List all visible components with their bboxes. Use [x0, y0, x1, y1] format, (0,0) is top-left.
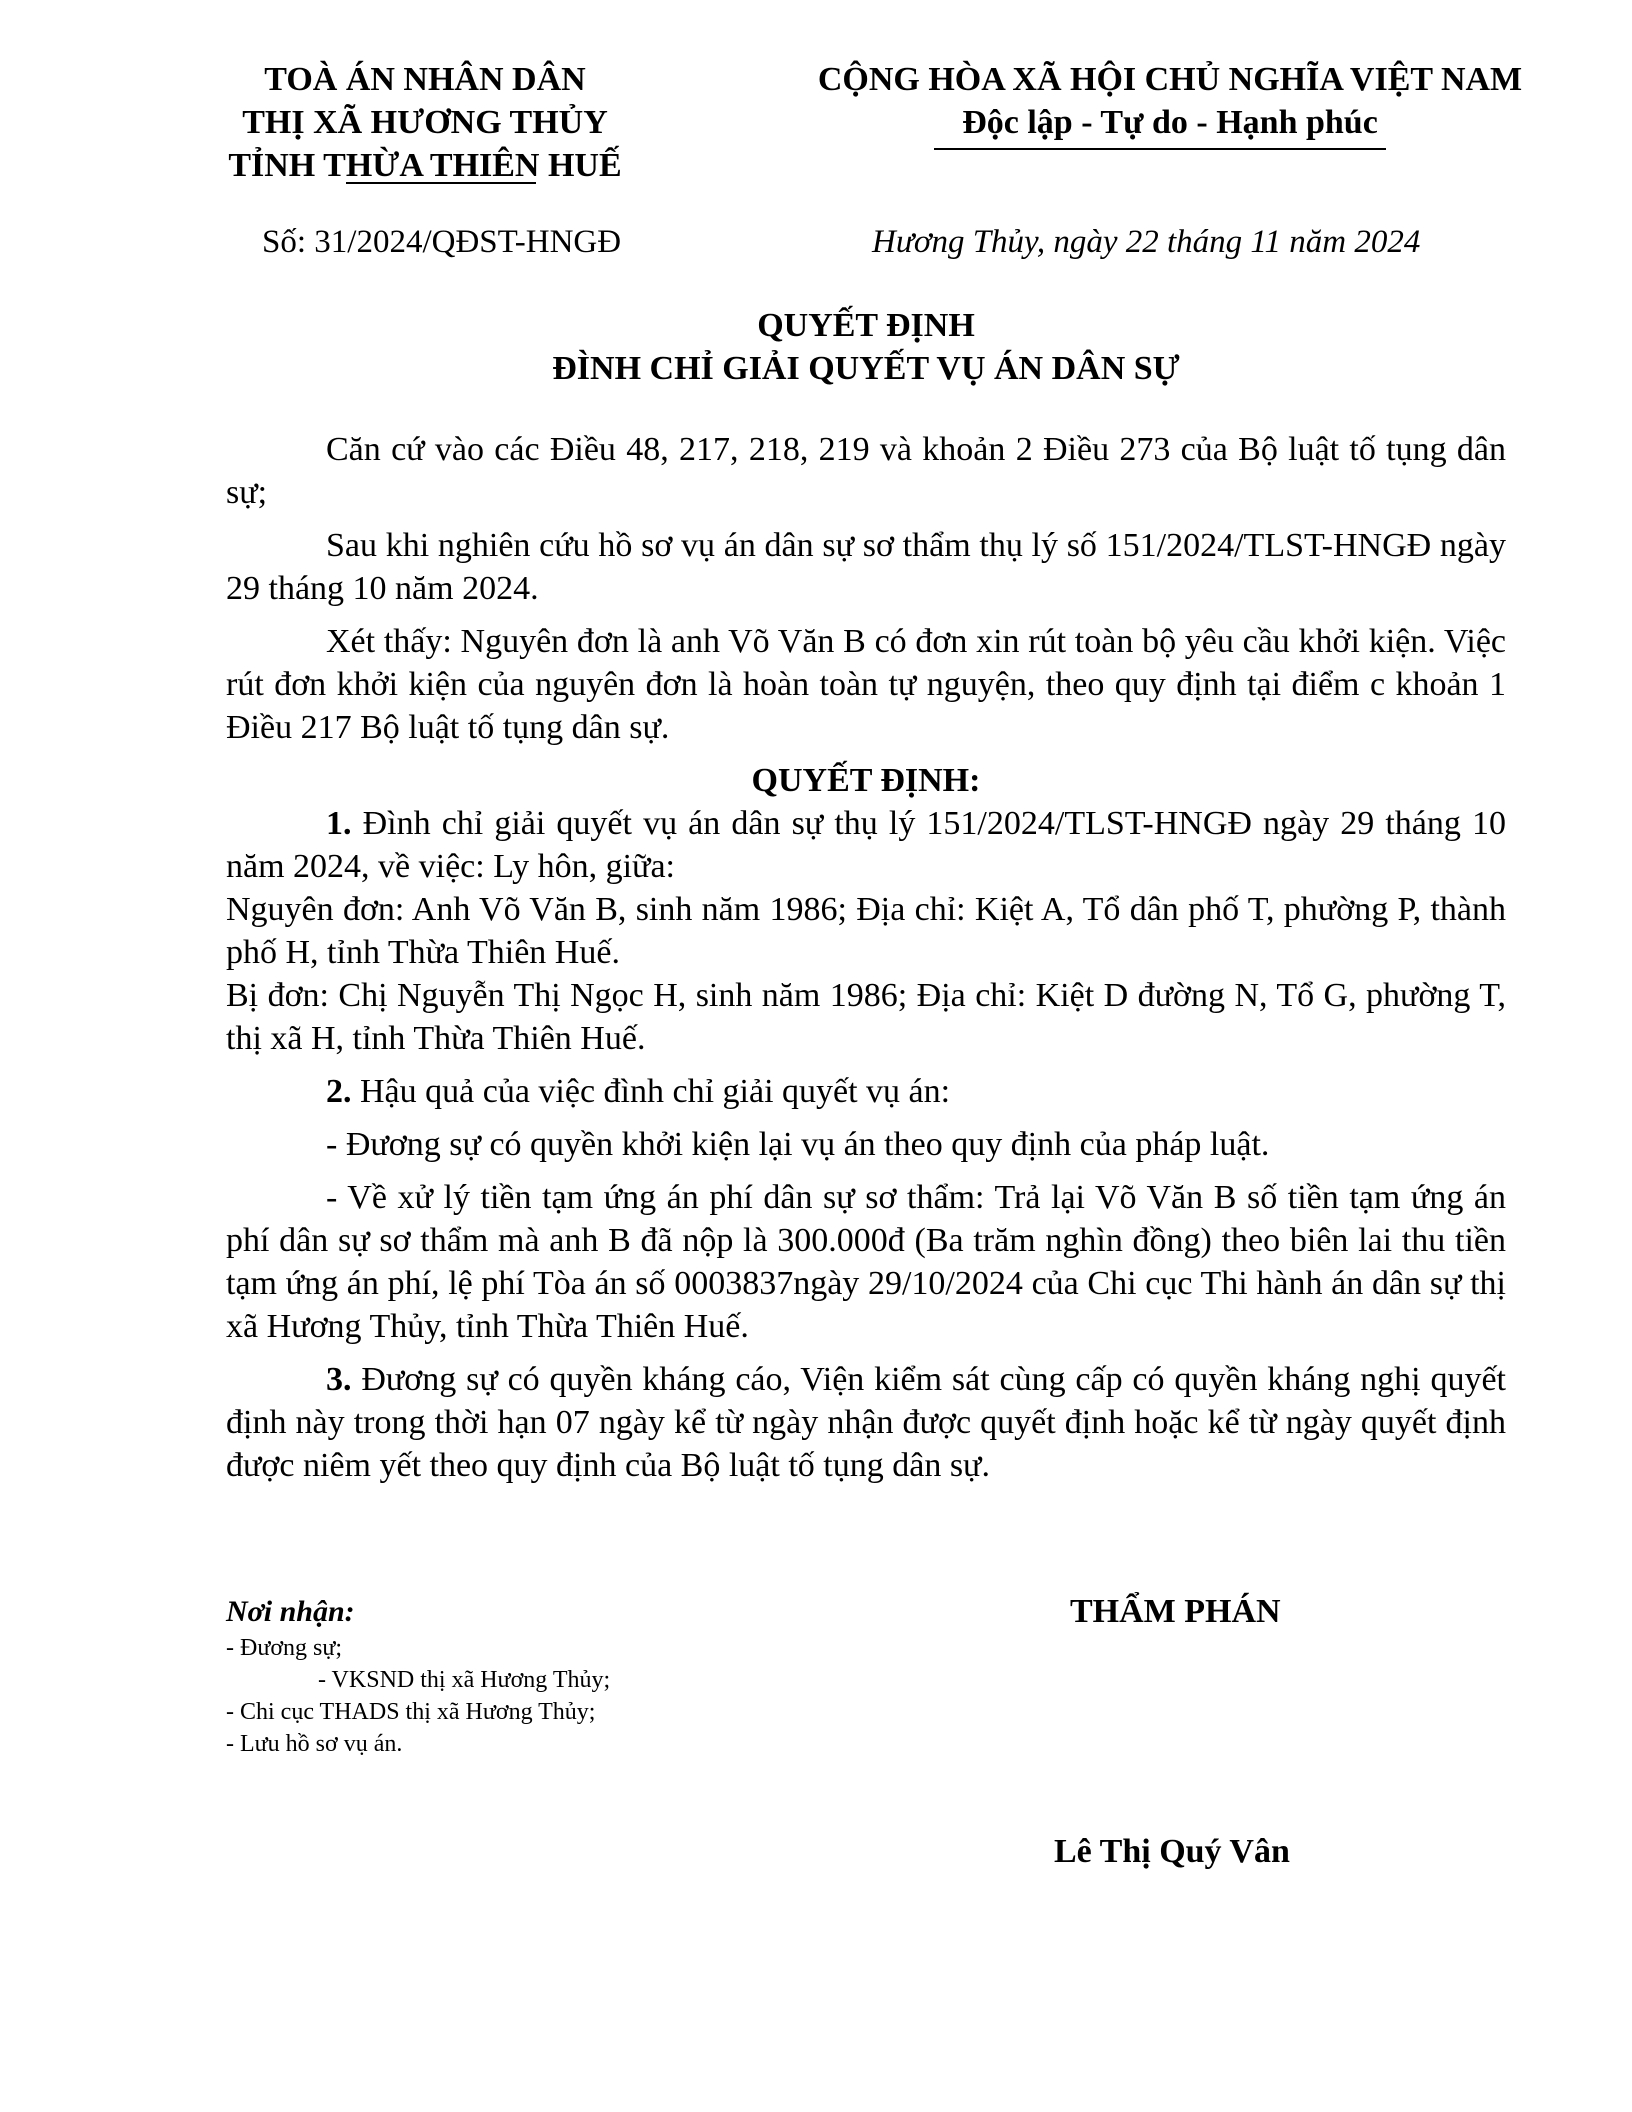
item-2-text: Hậu quả của việc đình chỉ giải quyết vụ án:	[351, 1073, 951, 1110]
judge-name: Lê Thị Quý Vân	[1054, 1833, 1290, 1870]
decision-item-1	[226, 802, 1506, 888]
consequence-fee-refund: - Về xử lý tiền tạm ứng án phí dân sự sơ thẩm: Trả lại Võ Văn B số tiền tạm ứng án phí dân sự sơ thẩm mà anh B đã nộp là 300.000đ (Ba trăm nghìn đồng) theo biên lai thu tiền tạm ứng án phí, lệ phí Tòa án số 0003837ngày 29/10/2024 của Chi cục Thi hành án dân sự thị xã Hương Thủy, tỉnh Thừa Thiên Huế.	[226, 1179, 1506, 1345]
national-name: CỘNG HÒA XÃ HỘI CHỦ NGHĨA VIỆT NAM	[817, 61, 1523, 98]
recipients-block	[226, 1592, 786, 1760]
recipient-item: - Lưu hồ sơ vụ án.	[226, 1731, 403, 1757]
item-3-number: 3.	[326, 1361, 352, 1398]
defendant-info: Bị đơn: Chị Nguyễn Thị Ngọc H, sinh năm 1986; Địa chỉ: Kiệt D đường N, Tổ G, phường T, thị xã H, tỉnh Thừa Thiên Huế.	[226, 977, 1506, 1057]
consequence-refile: - Đương sự có quyền khởi kiện lại vụ án theo quy định của pháp luật.	[326, 1126, 1270, 1163]
document-body	[226, 428, 1506, 1487]
national-motto-underline	[934, 148, 1386, 150]
judge-title: THẨM PHÁN	[1070, 1593, 1281, 1630]
paragraph-case-review: Sau khi nghiên cứu hồ sơ vụ án dân sự sơ thẩm thụ lý số 151/2024/TLST-HNGĐ ngày 29 tháng 10 năm 2024.	[226, 527, 1506, 607]
document-number: Số: 31/2024/QĐST-HNGĐ	[262, 224, 622, 260]
paragraph-finding: Xét thấy: Nguyên đơn là anh Võ Văn B có đơn xin rút toàn bộ yêu cầu khởi kiện. Việc rút đơn khởi kiện của nguyên đơn là hoàn toàn tự nguyện, theo quy định tại điểm c khoản 1 Điều 217 Bộ luật tố tụng dân sự.	[226, 623, 1506, 746]
court-district: THỊ XÃ HƯƠNG THỦY	[242, 104, 608, 141]
plaintiff-info: Nguyên đơn: Anh Võ Văn B, sinh năm 1986; Địa chỉ: Kiệt A, Tổ dân phố T, phường P, thành phố H, tỉnh Thừa Thiên Huế.	[226, 891, 1506, 971]
national-header	[780, 58, 1560, 144]
recipients-label: Nơi nhận:	[226, 1595, 355, 1628]
national-motto: Độc lập - Tự do - Hạnh phúc	[962, 104, 1378, 141]
decision-item-3	[226, 1358, 1506, 1487]
court-header	[190, 58, 660, 187]
item-2-number: 2.	[326, 1073, 352, 1110]
decision-heading: QUYẾT ĐỊNH:	[751, 762, 981, 799]
document-title	[226, 304, 1506, 390]
court-province: TỈNH THỪA THIÊN HUẾ	[228, 147, 622, 184]
title-line-2: ĐÌNH CHỈ GIẢI QUYẾT VỤ ÁN DÂN SỰ	[552, 350, 1180, 387]
recipient-item: - VKSND thị xã Hương Thủy;	[318, 1667, 611, 1693]
place-date: Hương Thủy, ngày 22 tháng 11 năm 2024	[872, 224, 1421, 260]
title-line-1: QUYẾT ĐỊNH	[757, 307, 975, 344]
recipient-item: - Chi cục THADS thị xã Hương Thủy;	[226, 1699, 596, 1725]
recipient-item: - Đương sự;	[226, 1635, 343, 1661]
paragraph-legal-basis: Căn cứ vào các Điều 48, 217, 218, 219 và khoản 2 Điều 273 của Bộ luật tố tụng dân sự;	[226, 431, 1506, 511]
court-name: TOÀ ÁN NHÂN DÂN	[264, 61, 586, 98]
item-3-text: Đương sự có quyền kháng cáo, Viện kiểm sát cùng cấp có quyền kháng nghị quyết định này trong thời hạn 07 ngày kể từ ngày nhận được quyết định hoặc kể từ ngày quyết định được niêm yết theo quy định của Bộ luật tố tụng dân sự.	[226, 1361, 1506, 1484]
court-header-underline	[346, 182, 536, 184]
decision-item-2	[226, 1070, 1506, 1113]
item-1-number: 1.	[326, 805, 352, 842]
item-1-text: Đình chỉ giải quyết vụ án dân sự thụ lý 151/2024/TLST-HNGĐ ngày 29 tháng 10 năm 2024, về việc: Ly hôn, giữa:	[226, 805, 1506, 885]
